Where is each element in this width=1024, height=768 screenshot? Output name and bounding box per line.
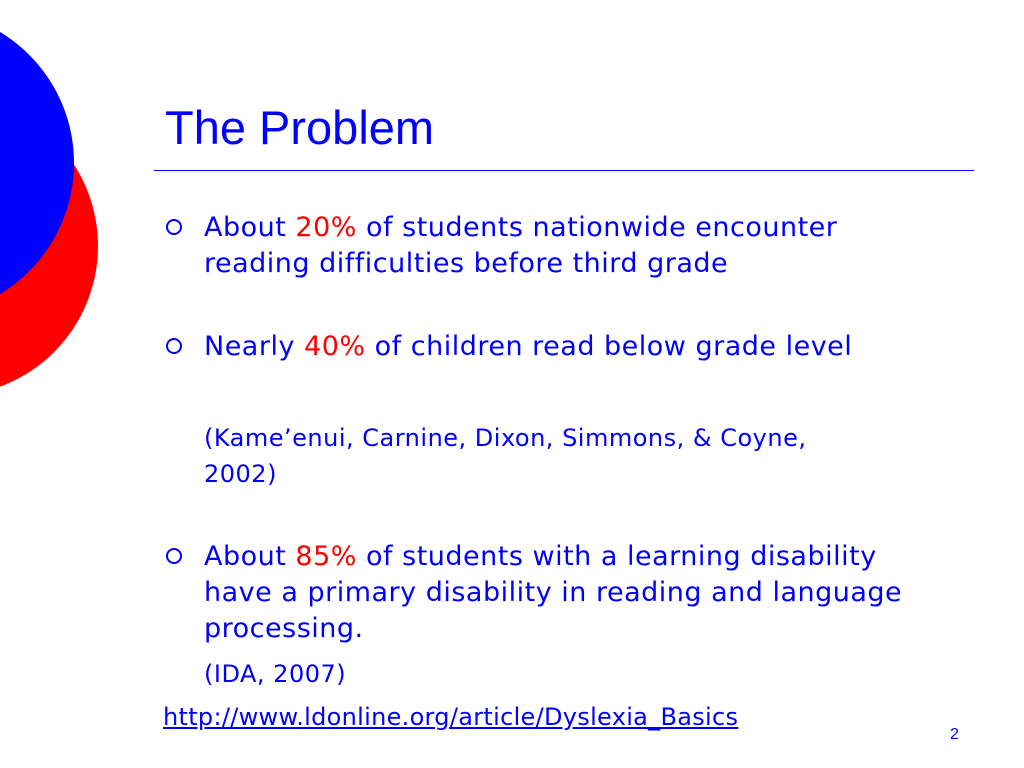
- page-number: 2: [950, 726, 959, 743]
- bullet-percentage: 20%: [295, 212, 357, 243]
- bullet-text: About: [204, 212, 296, 243]
- bullet-text: of students nationwide encounter reading difficulties before third grade: [204, 212, 838, 279]
- bullet-percentage: 40%: [304, 331, 366, 362]
- hollow-circle-bullet-icon: [166, 548, 182, 564]
- bullet-text: Nearly: [204, 331, 305, 362]
- bullet-percentage: 85%: [295, 541, 357, 572]
- hollow-circle-bullet-icon: [166, 219, 182, 235]
- bullet-text: of students with a learning disability have a primary disability in reading and language processing.: [204, 541, 903, 644]
- bullet-text: of children read below grade level: [365, 331, 853, 362]
- hollow-circle-bullet-icon: [166, 338, 182, 354]
- bullet-item: [204, 539, 924, 647]
- bullet-item: [204, 329, 924, 365]
- source-link[interactable]: http://www.ldonline.org/article/Dyslexia_Basics: [163, 703, 739, 731]
- bullet-text: About: [204, 541, 296, 572]
- citation: (Kame’enui, Carnine, Dixon, Simmons, & Coyne, 2002): [204, 424, 807, 488]
- citation: (IDA, 2007): [204, 660, 347, 688]
- slide-title: The Problem: [165, 101, 435, 154]
- title-divider: [154, 170, 974, 171]
- bullet-item: [204, 210, 924, 282]
